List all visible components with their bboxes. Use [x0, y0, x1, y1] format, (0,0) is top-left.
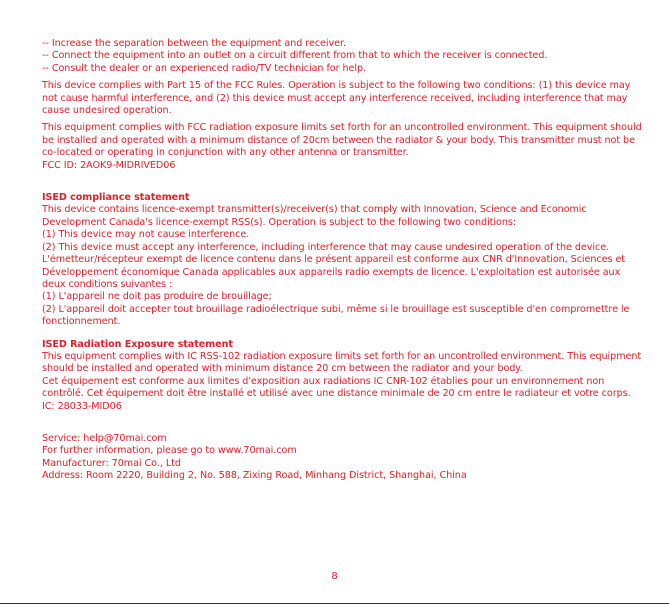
further-info: For further information, please go to www.70mai.com: [42, 445, 297, 457]
fcc-section: [42, 38, 646, 172]
fcc-bullet-consult: -- Consult the dealer or an experienced radio/TV technician for help.: [42, 62, 367, 74]
ised-compliance-section: [42, 192, 646, 328]
ised-line-6: (2) L'appareil doit accepter tout brouillage radioélectrique subi, même si le brouillage est susceptible d'en compromettre le fonctionnement.: [42, 303, 630, 328]
ised-line-5: (1) L'appareil ne doit pas produire de brouillage;: [42, 291, 272, 303]
fcc-part15-paragraph: This device complies with Part 15 of the FCC Rules. Operation is subject to the following two conditions: (1) this device may not cause harmful interference, and (2) this device must accept any interference received, including interference that may cause undesired operation.: [42, 80, 631, 117]
ised-line-3: (2) This device must accept any interference, including interference that may cause undesired operation of the device.: [42, 241, 610, 253]
fcc-id: FCC ID: 2AOK9-MIDRIVED06: [42, 159, 176, 171]
ised-line-1: This device contains licence-exempt transmitter(s)/receiver(s) that comply with Innovation, Science and Economic Development Canada's licence-exempt RSS(s). Operation is subject to the following two conditions:: [42, 204, 587, 228]
manufacturer: Manufacturer: 70mai Co., Ltd: [42, 457, 181, 469]
ised-compliance-heading: ISED compliance statement: [42, 192, 190, 204]
ised-line-4: L'émetteur/récepteur exempt de licence contenu dans le présent appareil est conforme aux CNR d'Innovation, Sciences et Développement économique Canada applicables aux appareils radio exempts de licence. L'exploitation est autorisée aux deux conditions suivantes :: [42, 254, 626, 290]
ised-exposure-english: This equipment complies with IC RSS-102 radiation exposure limits set forth for an uncontrolled environment. This equipment should be installed and operated with minimum distance 20 cm between the radiator and your body.: [42, 350, 642, 375]
ised-exposure-section: [42, 339, 646, 413]
fcc-bullet-separation: -- Increase the separation between the equipment and receiver.: [42, 38, 347, 49]
document-body: [42, 38, 646, 483]
ic-number: IC: 28033-MID06: [42, 400, 122, 412]
fcc-bullet-outlet: -- Connect the equipment into an outlet on a circuit different from that to which the receiver is connected.: [42, 50, 548, 62]
fcc-exposure-paragraph: This equipment complies with FCC radiation exposure limits set forth for an uncontrolled environment. This equipment should be installed and operated with a minimum distance of 20cm between the radiator & your body. This transmitter must not be co-located or operating in conjunction with any other antenna or transmitter.: [42, 122, 642, 159]
bottom-rule: [0, 603, 669, 604]
ised-exposure-heading: ISED Radiation Exposure statement: [42, 338, 233, 350]
ised-line-2: (1) This device may not cause interference.: [42, 229, 250, 241]
address: Address: Room 2220, Building 2, No. 588, Zixing Road, Minhang District, Shanghai, China: [42, 470, 467, 482]
service-email: Service: help@70mai.com: [42, 432, 167, 444]
ised-exposure-french: Cet équipement est conforme aux limites d'exposition aux radiations IC CNR-102 établies pour un environnement non contrôlé. Cet équipement doit être installé et utilisé avec une distance minimale de 20 cm entre le radiateur et votre corps.: [42, 375, 631, 400]
page-number: 8: [331, 571, 338, 582]
contact-section: [42, 433, 646, 483]
